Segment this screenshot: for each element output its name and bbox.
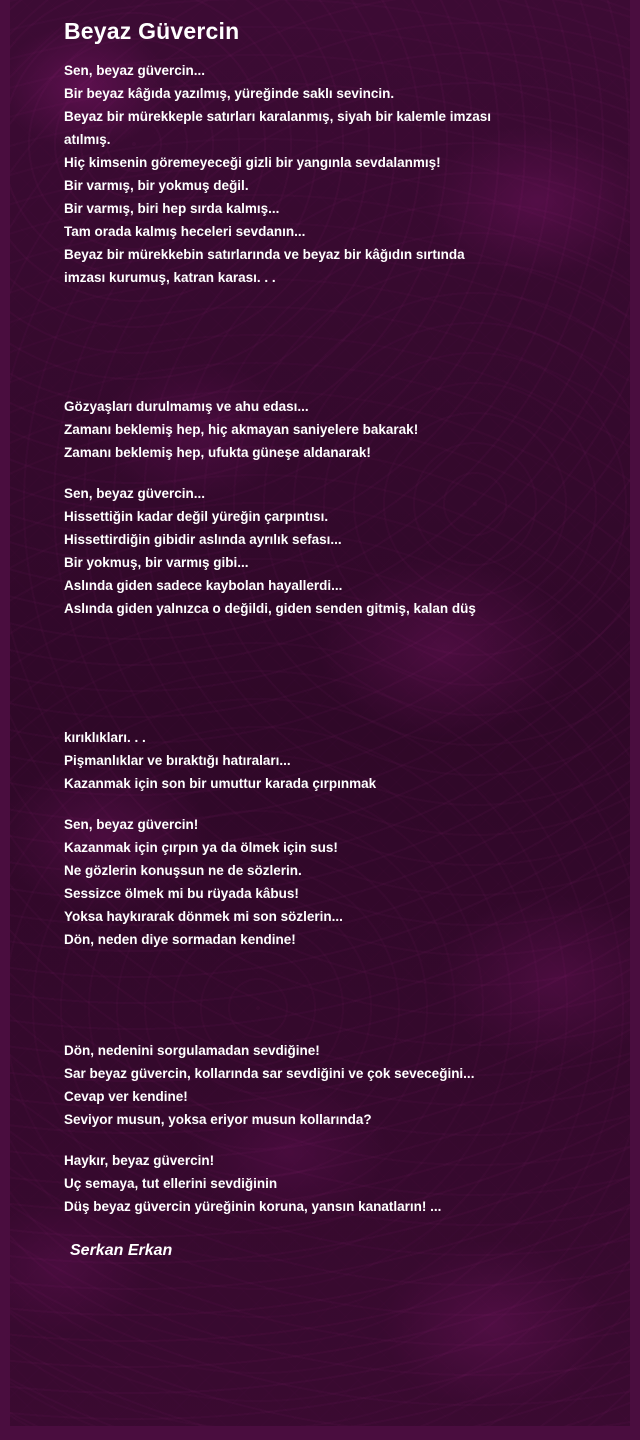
poem-line: Sessizce ölmek mi bu rüyada kâbus! bbox=[64, 886, 299, 901]
stanza-spacer bbox=[64, 638, 598, 726]
poem-line: Pişmanlıklar ve bıraktığı hatıraları... bbox=[64, 753, 291, 768]
poem-line: Dön, nedenini sorgulamadan sevdiğine! bbox=[64, 1043, 320, 1058]
poem-line: Yoksa haykırarak dönmek mi son sözlerin... bbox=[64, 909, 343, 924]
poem-line: Beyaz bir mürekkeple satırları karalanmış, siyah bir kalemle imzası bbox=[64, 109, 491, 124]
poem-line: Hissettirdiğin gibidir aslında ayrılık sefası... bbox=[64, 532, 342, 547]
poem-author: Serkan Erkan bbox=[70, 1242, 173, 1259]
poem-stanza bbox=[64, 59, 598, 289]
poem-line: kırıklıkları. . . bbox=[64, 730, 146, 745]
poem-line: Zamanı beklemiş hep, hiç akmayan saniyelere bakarak! bbox=[64, 422, 419, 437]
poem-stanza bbox=[64, 482, 598, 620]
poem-stanza bbox=[64, 726, 598, 795]
poem-line: Beyaz bir mürekkebin satırlarında ve beyaz bir kâğıdın sırtında bbox=[64, 247, 465, 262]
poem-line: Bir beyaz kâğıda yazılmış, yüreğinde saklı sevincin. bbox=[64, 86, 395, 101]
poem-line: Sar beyaz güvercin, kollarında sar sevdiğini ve çok seveceğini... bbox=[64, 1066, 475, 1081]
poem-body bbox=[64, 59, 598, 1218]
poem-line: Bir varmış, bir yokmuş değil. bbox=[64, 178, 249, 193]
poem-line: Düş beyaz güvercin yüreğinin koruna, yansın kanatların! ... bbox=[64, 1199, 442, 1214]
poem-line: Gözyaşları durulmamış ve ahu edası... bbox=[64, 399, 309, 414]
poem-line: Bir varmış, biri hep sırda kalmış... bbox=[64, 201, 280, 216]
stanza-spacer bbox=[64, 969, 598, 1039]
poem-line: Sen, beyaz güvercin... bbox=[64, 486, 206, 501]
poem-line: atılmış. bbox=[64, 132, 111, 147]
poem-line: Sen, beyaz güvercin! bbox=[64, 817, 199, 832]
poem-line: Hissettiğin kadar değil yüreğin çarpıntısı. bbox=[64, 509, 329, 524]
poem-line: Kazanmak için son bir umuttur karada çırpınmak bbox=[64, 776, 377, 791]
poem-line: Seviyor musun, yoksa eriyor musun kollarında? bbox=[64, 1112, 372, 1127]
poem-line: Tam orada kalmış heceleri sevdanın... bbox=[64, 224, 306, 239]
poem-content bbox=[10, 0, 630, 1260]
poem-line: Aslında giden yalnızca o değildi, giden senden gitmiş, kalan düş bbox=[64, 601, 476, 616]
poem-line: Zamanı beklemiş hep, ufukta güneşe aldanarak! bbox=[64, 445, 371, 460]
poem-stanza bbox=[64, 1149, 598, 1218]
page-title: Beyaz Güvercin bbox=[64, 18, 240, 44]
poem-line: Ne gözlerin konuşsun ne de sözlerin. bbox=[64, 863, 302, 878]
poem-line: Hiç kimsenin göremeyeceği gizli bir yangınla sevdalanmış! bbox=[64, 155, 441, 170]
poem-stanza bbox=[64, 395, 598, 464]
poem-line: Kazanmak için çırpın ya da ölmek için sus! bbox=[64, 840, 338, 855]
poem-stanza bbox=[64, 1039, 598, 1131]
poem-line: Bir yokmuş, bir varmış gibi... bbox=[64, 555, 249, 570]
poem-line: Sen, beyaz güvercin... bbox=[64, 63, 206, 78]
stanza-spacer bbox=[64, 307, 598, 395]
poem-line: imzası kurumuş, katran karası. . . bbox=[64, 270, 276, 285]
page-bottom-border bbox=[10, 1426, 630, 1440]
poem-stanza bbox=[64, 813, 598, 951]
poem-line: Dön, neden diye sormadan kendine! bbox=[64, 932, 296, 947]
poem-line: Cevap ver kendine! bbox=[64, 1089, 188, 1104]
poem-line: Haykır, beyaz güvercin! bbox=[64, 1153, 215, 1168]
poem-line: Aslında giden sadece kaybolan hayallerdi... bbox=[64, 578, 343, 593]
poem-line: Uç semaya, tut ellerini sevdiğinin bbox=[64, 1176, 278, 1191]
